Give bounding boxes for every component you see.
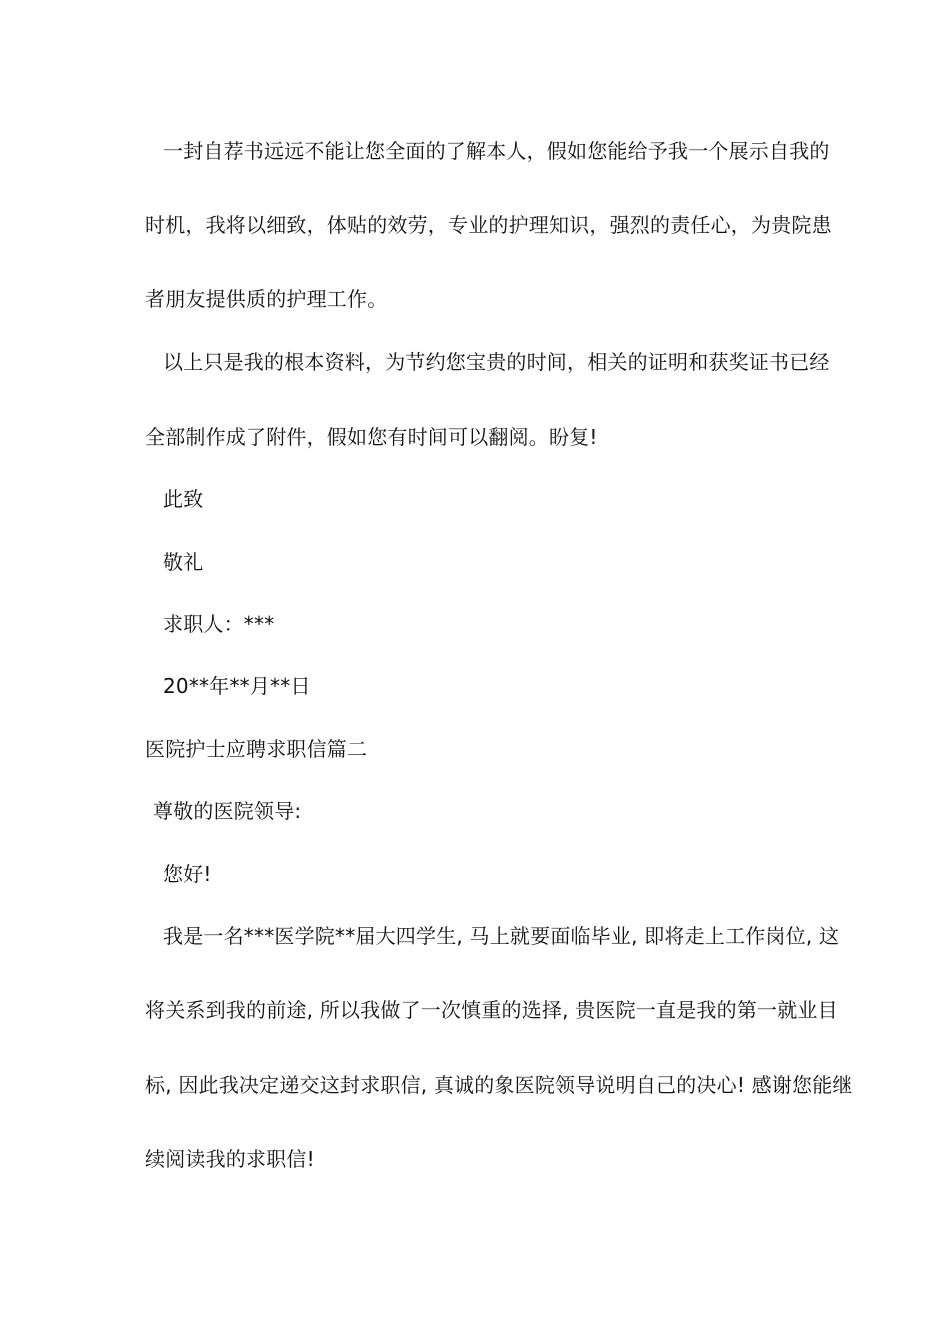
closing-line-1: 此致 [163,487,204,511]
salutation: 尊敬的医院领导: [153,799,302,823]
paragraph-3-line-2: 将关系到我的前途, 所以我做了一次慎重的选择, 贵医院一直是我的第一就业目 [145,998,838,1022]
paragraph-1-line-3: 者朋友提供质的护理工作。 [145,287,388,311]
paragraph-3-line-4: 续阅读我的求职信! [145,1147,315,1171]
paragraph-3-line-3: 标, 因此我决定递交这封求职信, 真诚的象医院领导说明自己的决心! 感谢您能继 [145,1073,853,1097]
closing-line-2: 敬礼 [163,550,204,574]
paragraph-2-line-2: 全部制作成了附件，假如您有时间可以翻阅。盼复! [145,425,598,449]
paragraph-3-line-1: 我是一名***医学院**届大四学生, 马上就要面临毕业, 即将走上工作岗位, 这 [163,924,840,948]
greeting: 您好! [163,862,212,886]
paragraph-1-line-1: 一封自荐书远远不能让您全面的了解本人，假如您能给予我一个展示自我的 [163,139,830,163]
section-title: 医院护士应聘求职信篇二 [145,737,368,761]
applicant-signature: 求职人：*** [163,612,275,636]
paragraph-1-line-2: 时机，我将以细致，体贴的效劳，专业的护理知识，强烈的责任心，为贵院患 [145,213,832,237]
paragraph-2-line-1: 以上只是我的根本资料，为节约您宝贵的时间，相关的证明和获奖证书已经 [163,350,830,374]
letter-date: 20**年**月**日 [163,674,311,698]
